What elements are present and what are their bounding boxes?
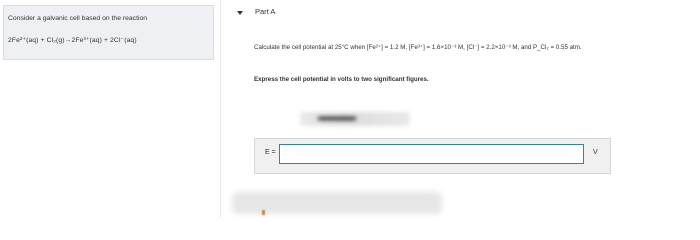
answer-area — [254, 138, 611, 174]
blurred-mark — [262, 210, 265, 215]
reaction-equation: 2Fe²⁺(aq) + Cl₂(g)→2Fe³⁺(aq) + 2Cl⁻(aq) — [8, 37, 137, 44]
question-text: Calculate the cell potential at 25°C when [Fe²⁺] = 1.2 M, [Fe³⁺] = 1.6×10⁻³ M, [Cl⁻] = 2.2×10⁻³ M, and P_Cl₂ = 0.55 atm. — [254, 44, 582, 51]
context-box — [3, 5, 214, 60]
math-toolbar[interactable] — [300, 112, 410, 126]
toolbar-mark — [318, 117, 356, 120]
chevron-down-icon[interactable] — [237, 11, 243, 15]
context-panel — [0, 0, 220, 217]
unit-label: V — [593, 149, 598, 156]
instruction-text: Express the cell potential in volts to two significant figures. — [254, 76, 429, 83]
part-title[interactable]: Part A — [255, 7, 276, 16]
answer-input[interactable] — [279, 144, 584, 164]
answer-label: E = — [265, 149, 276, 156]
panel-divider — [220, 0, 221, 217]
context-intro: Consider a galvanic cell based on the reaction — [8, 15, 148, 22]
